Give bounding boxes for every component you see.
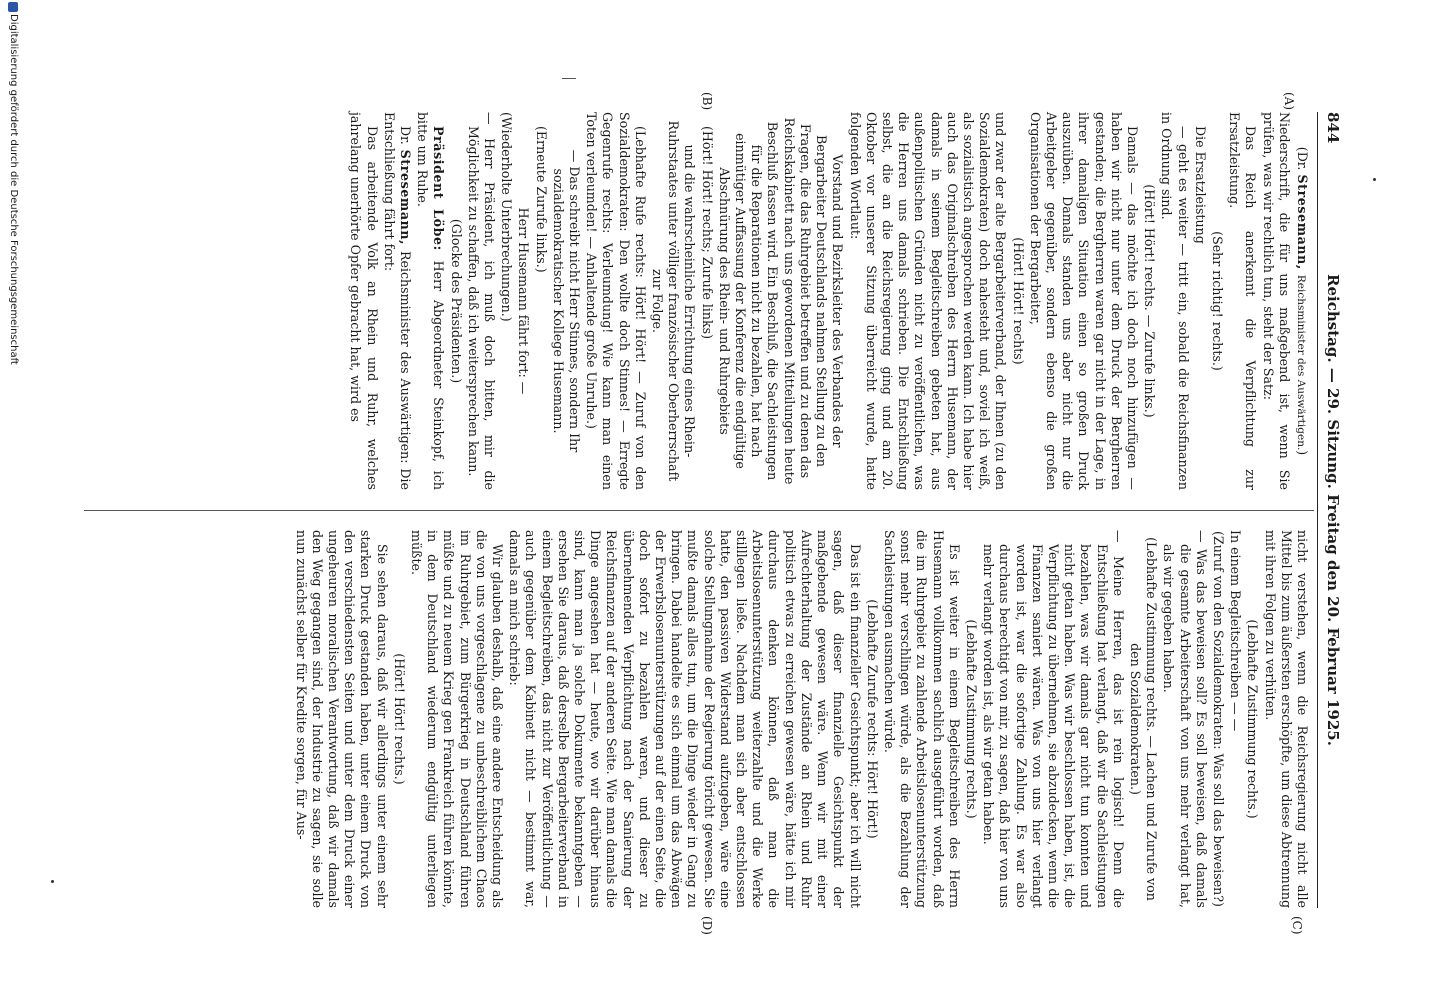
text-paragraph: — Herr Präsident, ich muß doch bitten, mir die Möglichkeit zu schaffen, daß ich weitersprechen kann. xyxy=(465,112,498,490)
interjection: (Lebhafte Zustimmung rechts.) xyxy=(963,619,979,819)
interjection: (Lebhafte Zustimmung rechts.) xyxy=(1245,619,1261,819)
text-paragraph: nicht verstehen, wenn die Reichsregierung nicht alle Mittel bis zum äußersten erschöpfte, um diese Abtrennung mit ihren Folgen zu verhüten. xyxy=(1262,530,1310,909)
text-paragraph: Wir glauben deshalb, daß eine andere Entscheidung als die von uns vorgeschlagene zu unbeschreiblichem Chaos im Ruhrgebiet, zum Bürgerkrieg in Deutschland führen müßte und zu neuem Krieg gen Frankreich führen könnte, in dem Deutschland wiederum endgültig unterliegen müßte. xyxy=(409,530,506,908)
text-paragraph: Niederschrift, die für uns maßgebend ist, wenn Sie prüfen, was wir rechtlich tun, steht der Satz: xyxy=(1260,112,1292,490)
running-speaker: (Dr. Stresemann, Reichsminister des Auswärtigen.) xyxy=(1295,146,1310,456)
right-column xyxy=(291,530,1310,908)
column-divider xyxy=(84,510,1314,511)
margin-mark-d: (D) xyxy=(700,916,714,935)
interjection: und die wahrscheinliche Errichtung eines Rhein-Ruhrstaates unter völliger französischer Oberherrschaft zur Folge. xyxy=(650,120,698,482)
interjection: (Lebhafte Zustimmung rechts. — Lachen und Zurufe von den Sozialdemokraten.) xyxy=(1127,537,1160,901)
text-paragraph: Die Ersatzleistung xyxy=(1192,126,1208,244)
text-paragraph: Sie sehen daraus, daß wir allerdings unter einem sehr starken Druck gestanden haben, unter einem Druck von den verschiedensten Seiten und unter dem Druck einer ungeheuren moralischen Verantwortung, daß wir damals den Weg gegangen sind, der Industrie zu sagen, sie solle nun zunächst selber für Kredite sorgen, für Aus- xyxy=(293,530,390,908)
text-paragraph: (Erneute Zurufe links.) xyxy=(533,126,549,273)
text-paragraph: Damals — das möchte ich doch noch hinzufügen — haben wir nicht nur unter dem Druck der Bergherren gestanden; die Bergherren waren gar nicht in der Lage, in ihrer damaligen Situation einen so großen Druck auszuüben. Damals standen uns aber nicht nur die Arbeitgeber gegenüber, sondern ebenso die großen Organisationen der Bergarbeiter, xyxy=(1027,112,1140,490)
interjection: (Hört! Hört! rechts.) xyxy=(391,653,407,785)
interjection: (Glocke des Präsidenten.) xyxy=(448,218,464,384)
text-paragraph: — Was das beweisen soll? Es soll beweisen, daß damals die gesamte Arbeiterschaft von uns mehr verlangt hat, als wir gegeben haben. xyxy=(1161,530,1209,908)
interjection: (Hört! Hört! rechts) xyxy=(1010,237,1026,365)
president-line: Präsident Löbe: Herr Abgeordneter Steinkopf, ich bitte um Ruhe. xyxy=(415,112,447,490)
digitization-footer: Digitalisierung gefördert durch die Deutsche Forschungsgemeinschaft xyxy=(4,0,22,1000)
margin-mark-b: (B) xyxy=(700,92,714,111)
text-paragraph: (Hört! Hört! rechts; Zurufe links) xyxy=(699,126,715,340)
text-paragraph: Das ist ein finanzieller Gesichtspunkt; aber ich will nicht sagen, daß dieser finanzielle Gesichtspunkt der maßgebende gewesen wäre. Wenn wir mit einer Aufrechterhaltung der Zustände an Rhein und Ruhr politisch etwas zu erreichen gewesen wäre, hätte ich mir durchaus denken können, daß man die Arbeitslosenunterstützung weiterzahlte und die Werke stilllegen ließe. Nachdem man sich aber entschlossen hatte, den passiven Widerstand aufzugeben, wäre eine solche Stellungnahme der Regierung töricht gewesen. Sie mußte damals alles tun, um die Dinge wieder in Gang zu bringen. Dabei handelte es sich einmal um das Abwägen der Erwerbslosenunterstützungen auf der einen Seite, die doch sofort zu bezahlen waren, und dieser zu übernehmenden Verpflichtung nach der Sanierung der Reichsfinanzen auf der anderen Seite. Wie man damals die Dinge angesehen hat — heute, wo wir darüber hinaus sind, kann man ja solche Dokumente bekanntgeben — ersehen Sie daraus, daß derselbe Bergarbeiterverband in einem Begleitschreiben, das nicht zur Veröffentlichung — auch gegenüber dem Kabinett nicht — bestimmt war, damals an mich schrieb: xyxy=(507,530,863,908)
text-paragraph: und zwar der alte Bergarbeiterverband, der Ihnen (zu den Sozialdemokraten) doch nahesteht und, soviel ich weiß, als sozialistisch angesprochen werden kann. Ich habe hier auch das Originalschreiben des Herrn Husemann, der damals in seinem Begleitschreiben gebeten hat, aus außenpolitischen Gründen nicht zu veröffentlichen, was die Herren uns damals schrieben. Die Entschließung selbst, die an die Reichsregierung ging und am 20. Oktober vor unserer Sitzung überreicht wurde, hatte folgenden Wortlaut: xyxy=(847,112,1009,490)
text-paragraph: (Wiederholte Unterbrechungen.) xyxy=(499,112,515,322)
interjection: (Zuruf von den Sozialdemokraten: Was soll das beweisen?) xyxy=(1210,531,1226,907)
interjection: (Sehr richtig! rechts.) xyxy=(1209,231,1225,371)
scan-mark xyxy=(562,78,576,79)
text-paragraph: Das Reich anerkennt die Verpflichtung zur Ersatzleistung. xyxy=(1227,112,1259,490)
interjection: Vorstand und Bezirksleiter des Verbandes der Bergarbeiter Deutschlands nahmen Stellung zu den Fragen, die das Ruhrgebiet betreffen und zu denen das Reichskabinett nach uns gewordenen Mitteilungen heute Beschluß fassen wird. Ein Beschluß, die Sachleistungen für die Reparationen nicht zu bezahlen, hat nach einmütiger Auffassung der Konferenz die endgültige Abschnürung des Rhein- und Ruhrgebiets xyxy=(716,117,846,485)
text-paragraph: — Meine Herren, das ist rein logisch! Denn die Entschließung hat verlangt, daß wir die Sachleistungen bezahlen, was wir damals gar nicht tun konnten und nicht getan haben. Was wir beschlossen haben, ist, die Verpflichtung zu übernehmen, sie abzudecken, wenn die Finanzen saniert wären. Was von uns hier verlangt worden ist, war die sofortige Zahlung. Es war also durchaus berechtigt von mir, zu sagen, daß hier von uns mehr verlangt worden ist, als wir getan haben. xyxy=(981,530,1126,908)
dfg-logo-icon xyxy=(8,2,18,12)
text-paragraph: Es ist weiter in einem Begleitschreiben des Herrn Husemann vollkommen sachlich ausgeführt worden, daß die im Ruhrgebiet zu zahlende Arbeitslosenunterstützung sonst mehr verschlingen würde, als die Bezahlung der Sachleistungen ausmachen würde. xyxy=(881,530,962,908)
page-number: 844 xyxy=(1324,112,1342,144)
scan-speck xyxy=(51,880,54,883)
interjection: — Das schreibt nicht Herr Stinnes, sondern Ihr sozialdemokratischer Kollege Husemann. xyxy=(550,149,583,453)
interjection: (Lebhafte Zurufe rechts: Hört! Hört!) xyxy=(864,599,880,839)
text-paragraph: Das arbeitende Volk an Rhein und Ruhr, welches jahrelang unerhörte Opfer gebracht hat, wird es xyxy=(348,112,380,490)
text-paragraph: — geht es weiter — tritt ein, sobald die Reichsfinanzen in Ordnung sind. xyxy=(1159,112,1191,490)
scan-speck xyxy=(1373,178,1376,181)
page-header xyxy=(1317,112,1346,908)
margin-mark-c: (C) xyxy=(1290,916,1304,935)
header-title: Reichstag. — 29. Sitzung. Freitag den 20. Februar 1925. xyxy=(1324,274,1342,746)
text-paragraph: In einem Begleitschreiben — — xyxy=(1228,530,1244,732)
margin-mark-a: (A) xyxy=(1282,92,1296,111)
speaker-line: Dr. Stresemann, Reichsminister des Auswärtigen: Die Entschließung fährt fort: xyxy=(381,112,414,490)
text-paragraph: (Lebhafte Rufe rechts: Hört! Hört! — Zuruf von den Sozialdemokraten: Den wollte doch Stinnes! — Erregte Gegenrufe rechts: Verleumdung! Wie kann man einen Toten verleumden! — Anhaltende große Unruhe.) xyxy=(584,112,648,490)
left-column xyxy=(346,112,1310,490)
interjection: (Hört! Hört! rechts. — Zurufe links.) xyxy=(1142,184,1158,418)
interjection: Herr Husemann fährt fort: — xyxy=(516,207,532,395)
